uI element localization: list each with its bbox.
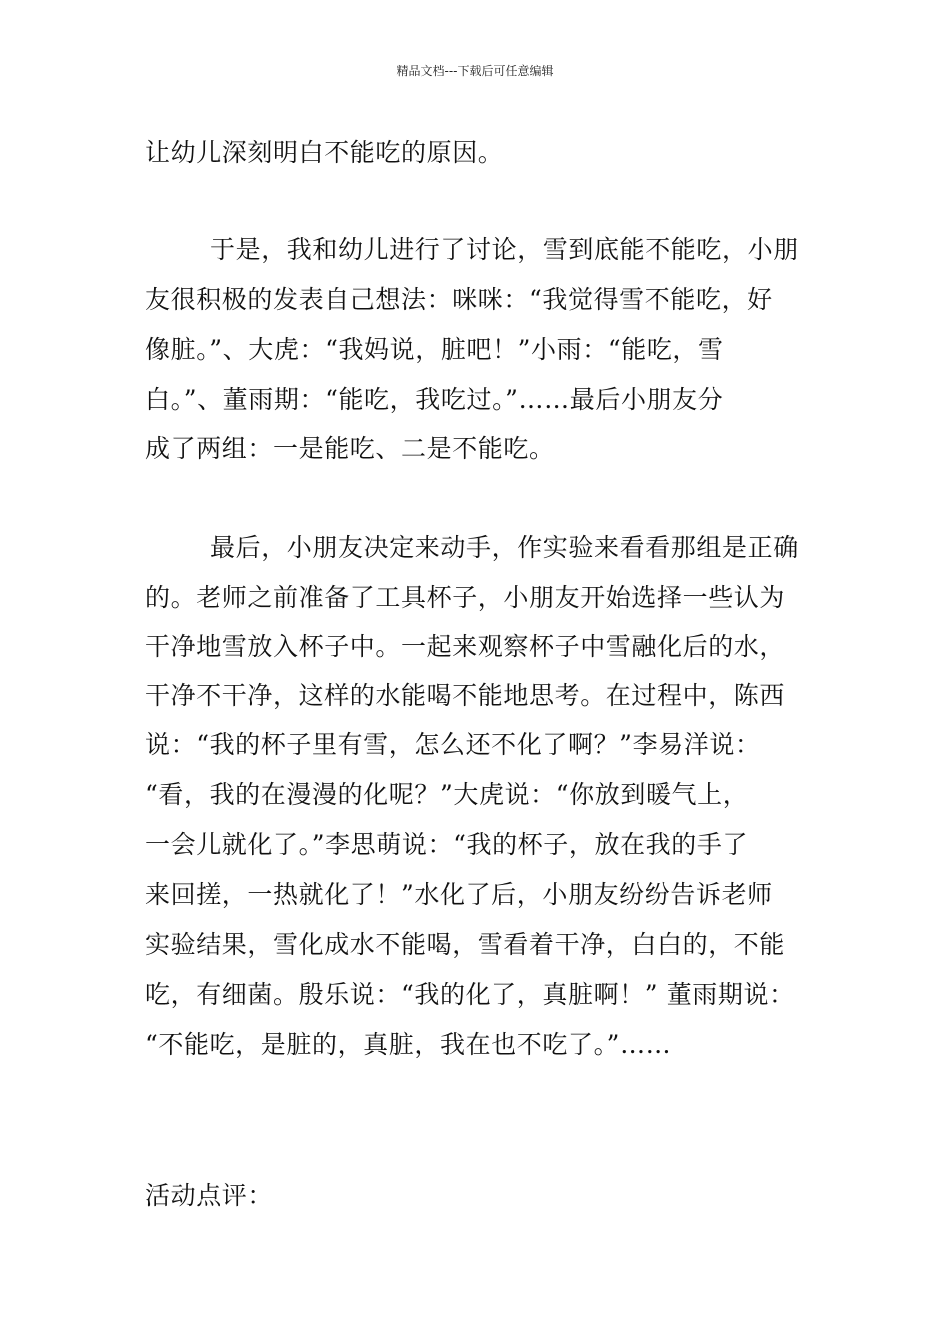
paragraph-line: 吃，有细菌。殷乐说：“我的化了，真脏啊！” 董雨期说：	[145, 980, 795, 1009]
section-heading: 活动点评：	[145, 1181, 274, 1210]
paragraph-line: 友很积极的发表自己想法：咪咪：“我觉得雪不能吃，好	[145, 285, 773, 314]
paragraph-line: 说：“我的杯子里有雪，怎么还不化了啊？”李易洋说：	[145, 730, 761, 759]
paragraph-line: 一会儿就化了。”李思萌说：“我的杯子，放在我的手了	[145, 830, 749, 859]
paragraph-line: 成了两组：一是能吃、二是不能吃。	[145, 434, 555, 463]
paragraph-line: “不能吃，是脏的，真脏，我在也不吃了。”……	[145, 1030, 672, 1059]
paragraph-line: 像脏。”、大虎：“我妈说，脏吧！”小雨：“能吃，雪	[145, 335, 724, 364]
paragraph-line: 让幼儿深刻明白不能吃的原因。	[145, 138, 504, 167]
paragraph-line: 干净不干净，这样的水能喝不能地思考。在过程中，陈西	[145, 681, 786, 710]
paragraph-line: 于是，我和幼儿进行了讨论，雪到底能不能吃，小朋	[210, 235, 799, 264]
paragraph-line: 实验结果，雪化成水不能喝，雪看着干净，白白的，不能	[145, 930, 786, 959]
page-header: 精品文档---下载后可任意编辑	[396, 64, 554, 78]
paragraph-line: 最后，小朋友决定来动手，作实验来看看那组是正确	[210, 533, 799, 562]
paragraph-line: “看，我的在漫漫的化呢？”大虎说：“你放到暖气上，	[145, 780, 749, 809]
paragraph-line: 来回搓，一热就化了！”水化了后，小朋友纷纷告诉老师	[145, 880, 773, 909]
paragraph-line: 的。老师之前准备了工具杯子，小朋友开始选择一些认为	[145, 583, 786, 612]
paragraph-line: 干净地雪放入杯子中。一起来观察杯子中雪融化后的水，	[145, 632, 786, 661]
paragraph-line: 白。”、董雨期：“能吃，我吃过。”……最后小朋友分	[145, 385, 724, 414]
